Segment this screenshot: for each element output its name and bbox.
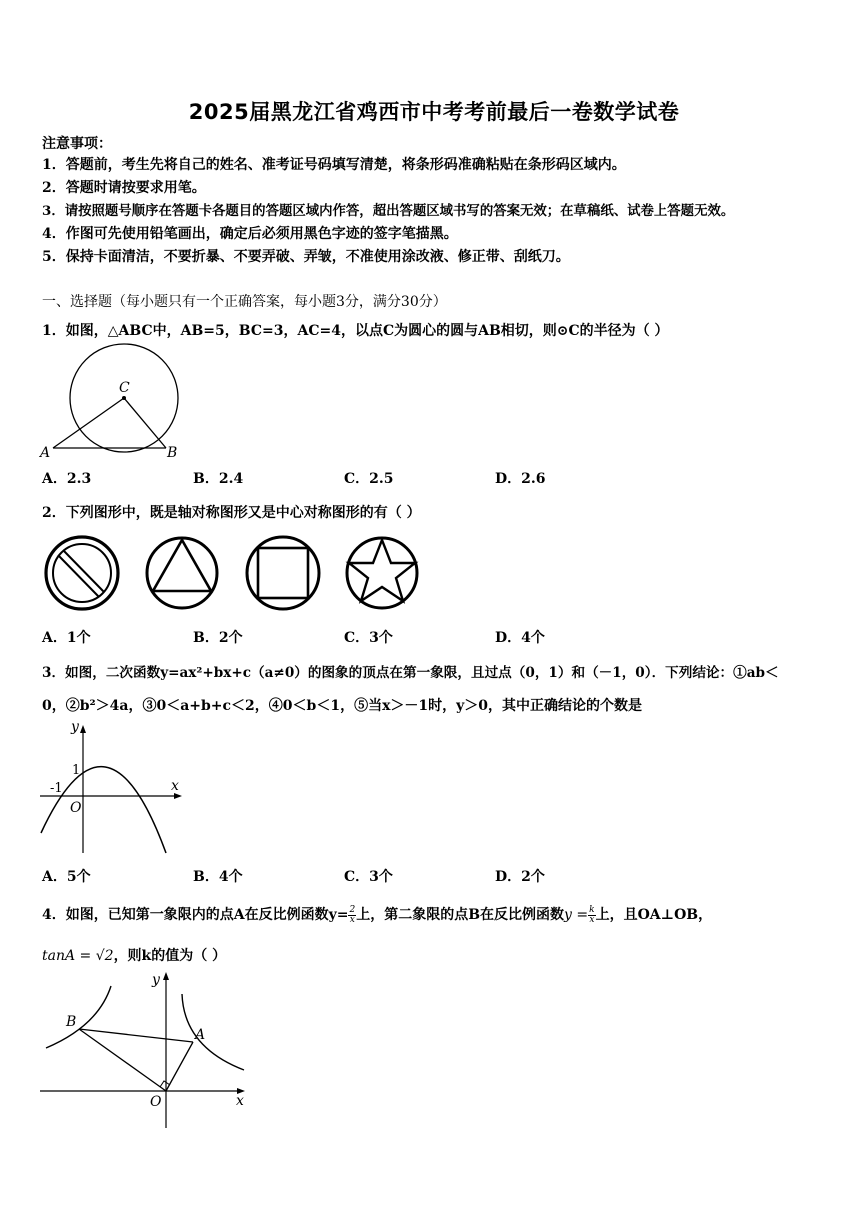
- notice-heading: 注意事项：: [42, 136, 112, 152]
- tan-expression: tanA = √2: [42, 948, 114, 964]
- label-a: A: [40, 445, 51, 461]
- q1-option-d: D．2.6: [495, 471, 546, 487]
- segment-ab: [79, 1029, 193, 1042]
- frac1-num: 2: [349, 904, 356, 915]
- label-one: 1: [72, 763, 81, 778]
- label-neg1: -1: [50, 781, 63, 796]
- label-origin: O: [70, 800, 82, 816]
- frac2-den: x: [589, 914, 595, 925]
- label-x: x: [171, 778, 179, 794]
- circle-triangle-shape: [147, 538, 217, 608]
- hyperbola-branch-second-quadrant: [46, 986, 111, 1048]
- notice-item-4: 4．作图可先使用铅笔画出，确定后必须用黑色字迹的签字笔描黑。: [42, 226, 458, 242]
- q2-option-d: D．4个: [495, 630, 545, 646]
- notice-item-2: 2．答题时请按要求用笔。: [42, 180, 206, 196]
- q3-option-a: A．5个: [42, 869, 91, 885]
- frac2-num: k: [589, 904, 595, 915]
- q2-option-a: A．1个: [42, 630, 91, 646]
- circle-slash-shape: [46, 537, 118, 609]
- label-y: y: [71, 719, 79, 735]
- segment-oa: [166, 1042, 193, 1091]
- q4-stem-part-a: 4．如图，已知第一象限内的点A在反比例函数y=: [42, 907, 349, 923]
- section-heading: 一、选择题（每小题只有一个正确答案，每小题3分，满分30分）: [42, 294, 447, 310]
- q1-stem: 1．如图，△ABC中，AB=5，BC=3，AC=4，以点C为圆心的圆与AB相切，则⊙C的半径为（ ）: [42, 323, 669, 339]
- q4-stem-line1: [42, 904, 712, 925]
- notice-item-5: 5．保持卡面清洁，不要折暴、不要弄破、弄皱，不准使用涂改液、修正带、刮纸刀。: [42, 249, 570, 265]
- func2-y: y =: [564, 907, 589, 923]
- q4-stem-part-c: 上，且OA⊥OB，: [595, 907, 713, 923]
- frac1-den: x: [349, 914, 355, 925]
- label-c: C: [119, 380, 130, 396]
- segment-ob: [79, 1029, 166, 1091]
- q3-stem-line1: 3．如图，二次函数y=ax²+bx+c（a≠0）的图象的顶点在第一象限，且过点（0，1）和（－1，0）．下列结论：①ab＜: [42, 665, 779, 681]
- center-point: [122, 396, 126, 400]
- q1-option-a: A．2.3: [42, 471, 92, 487]
- q3-parabola-figure: [36, 715, 186, 865]
- q4-hyperbola-figure: [36, 962, 251, 1132]
- page-title: 2025届黑龙江省鸡西市中考考前最后一卷数学试卷: [188, 100, 680, 124]
- label-b: B: [66, 1014, 77, 1030]
- q4-stem-part-b: 上，第二象限的点B在反比例函数: [356, 907, 565, 923]
- fraction-k-over-x: [588, 906, 595, 925]
- label-a: A: [195, 1027, 206, 1043]
- q2-shapes-figure: [40, 532, 420, 614]
- q1-option-c: C．2.5: [344, 471, 394, 487]
- notice-item-1: 1．答题前，考生先将自己的姓名、准考证号码填写清楚，将条形码准确粘贴在条形码区域内。: [42, 157, 626, 173]
- hyperbola-branch-first-quadrant: [182, 994, 244, 1070]
- side-ac: [53, 398, 124, 448]
- q4-stem-part-d: ，则k的值为（ ）: [113, 948, 227, 964]
- q3-stem-line2: 0，②b²＞4a，③0＜a+b+c＜2，④0＜b＜1，⑤当x＞－1时，y＞0，其中正确结论的个数是: [42, 698, 643, 714]
- circle-square-shape: [247, 537, 319, 609]
- q2-option-b: B．2个: [193, 630, 243, 646]
- q3-option-b: B．4个: [193, 869, 243, 885]
- q3-option-c: C．3个: [344, 869, 393, 885]
- circle-star-shape: [347, 538, 417, 608]
- side-bc: [124, 398, 166, 448]
- q3-option-d: D．2个: [495, 869, 545, 885]
- q2-stem: 2．下列图形中，既是轴对称图形又是中心对称图形的有（ ）: [42, 505, 421, 521]
- label-b: B: [167, 445, 178, 461]
- y-axis-arrow: [163, 972, 169, 980]
- notice-item-3: 3．请按照题号顺序在答题卡各题目的答题区域内作答，超出答题区域书写的答案无效；在草稿纸、试卷上答题无效。: [42, 203, 735, 219]
- label-x: x: [236, 1093, 244, 1109]
- y-axis-arrow: [80, 725, 86, 733]
- q1-circle-triangle-figure: [36, 340, 186, 465]
- label-origin: O: [150, 1094, 162, 1110]
- q1-option-b: B．2.4: [193, 471, 244, 487]
- label-y: y: [152, 972, 160, 988]
- q2-option-c: C．3个: [344, 630, 393, 646]
- parabola-curve: [41, 767, 166, 853]
